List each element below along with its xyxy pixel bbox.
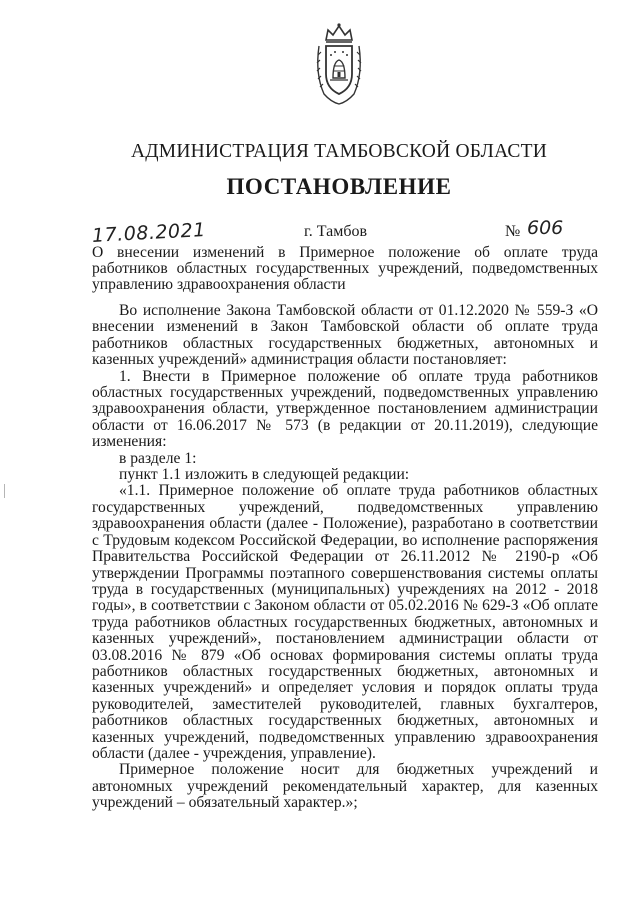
clause-instruction-paragraph: пункт 1.1 изложить в следующей редакции: (119, 466, 410, 484)
document-city: г. Тамбов (304, 223, 368, 240)
clause-note-paragraph: Примерное положение носит для бюджетных учреждений и автономных учреждений рекомендательный характер, для казенных учреждений – обязательный характер.»; (92, 761, 598, 812)
section-reference-paragraph: в разделе 1: (119, 449, 197, 467)
organization-title: АДМИНИСТРАЦИЯ ТАМБОВСКОЙ ОБЛАСТИ (131, 141, 547, 162)
document-number: 606 (527, 217, 564, 239)
preamble-paragraph: Во исполнение Закона Тамбовской области от 01.12.2020 № 559-З «О внесении изменений в Закон Тамбовской области об оплате труда работников областных государственных бюджетных, автономных и казенных учреждений» администрация области постановляет: (92, 302, 598, 369)
clause-1-1-paragraph: «1.1. Примерное положение об оплате труда работников областных государственных учреждений, подведомственных управлению здравоохранения области (далее - Положение), разработано в соответствии с Трудовым кодексом Российской Федерации, во исполнение распоряжения Правительства Российской Федерации от 26.11.2012 № 2190-р «Об утверждении Программы поэтапного совершенствования системы оплаты труда в государственных (муниципальных) учреждениях на 2012 - 2018 годы», в соответствии с Законом области от 05.02.2016 № 629-З «Об оплате труда работников областных государственных бюджетных, автономных и казенных учреждений», постановлением администрации области от 03.08.2016 № 879 «Об основах формирования системы оплаты труда работников областных государственных бюджетных, автономных и казенных учреждений» и определяет условия и порядок оплаты труда руководителей, заместителей руководителей, главных бухгалтеров, работников областных государственных бюджетных, автономных и казенных учреждений, подведомственных управлению здравоохранения области (далее - учреждения, управление). (92, 482, 598, 762)
document-date: 17.08.2021 (91, 219, 207, 247)
coat-of-arms-icon (314, 22, 364, 106)
document-subject: О внесении изменений в Примерное положение об оплате труда работников областных государственных учреждений, подведомственных управлению здравоохранения области (92, 244, 598, 293)
document-number-label: № (505, 223, 521, 240)
document-type: ПОСТАНОВЛЕНИЕ (226, 174, 452, 199)
margin-mark (4, 484, 5, 498)
item-1-paragraph: 1. Внести в Примерное положение об оплате труда работников областных государственных учреждений, подведомственных управлению здравоохранения области, утвержденное постановлением администрации области от 16.06.2017 № 573 (в редакции от 20.11.2019), следующие изменения: (92, 367, 598, 451)
document-body (92, 303, 598, 812)
